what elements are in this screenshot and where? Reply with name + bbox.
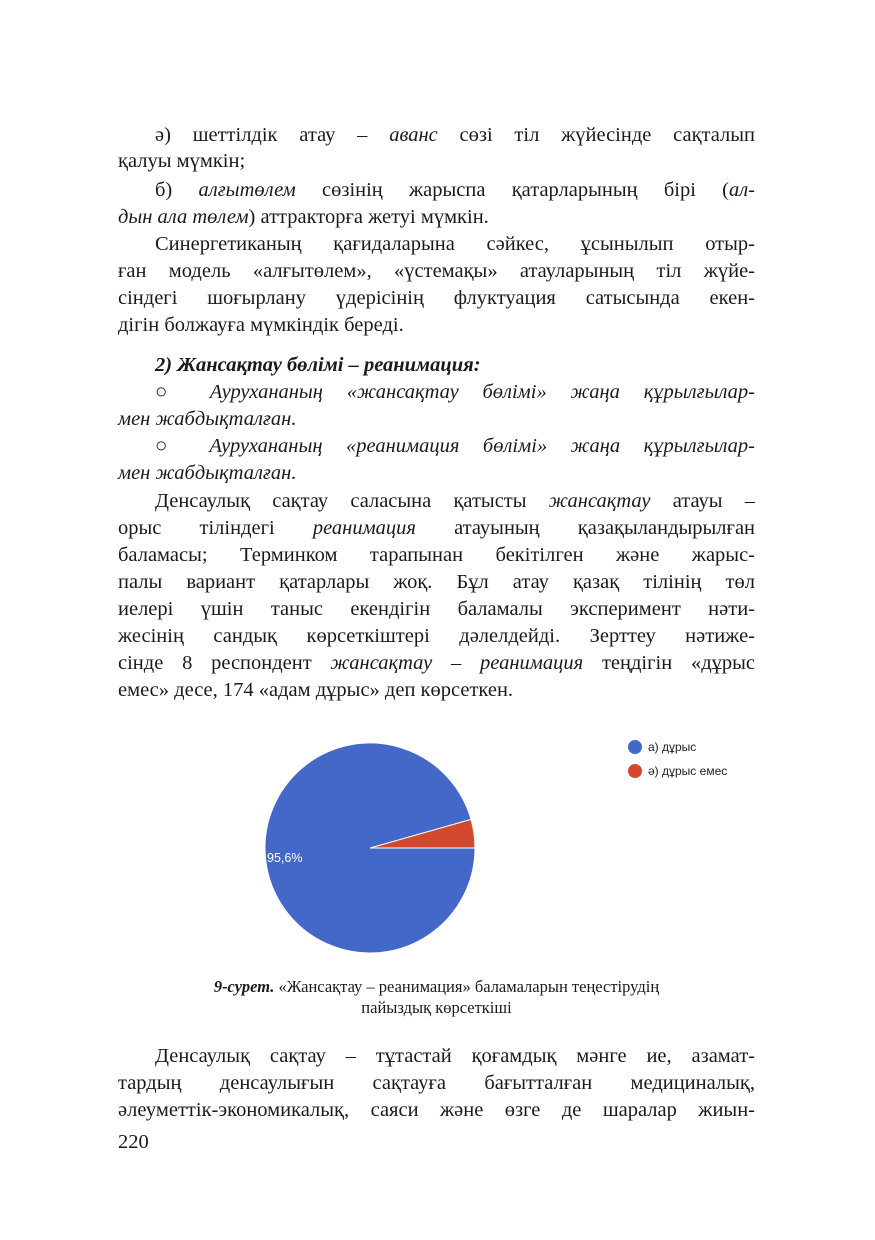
paragraph-line: сіндегі шоғырлану үдерісінің флуктуация сатысында екен- [118, 287, 755, 309]
paragraph-line: иелері үшін таныс екендігін баламалы эксперимент нәти- [118, 598, 755, 620]
paragraph-line: Денсаулық сақтау – тұтастай қоғамдық мәнге ие, азамат- [155, 1045, 755, 1067]
paragraph-line: ған модель «алғытөлем», «үстемақы» атауларының тіл жүйе- [118, 260, 755, 282]
page-number: 220 [118, 1131, 149, 1153]
legend-marker [628, 740, 642, 754]
paragraph-line: дын ала төлем) аттракторға жетуі мүмкін. [118, 206, 489, 228]
legend-marker [628, 764, 642, 778]
figure-caption: пайыздық көрсеткіші [361, 998, 512, 1017]
example-line: ○ Аурухананың «жансақтау бөлімі» жаңа құрылғылар- [155, 381, 755, 403]
paragraph-line: емес» десе, 174 «адам дұрыс» деп көрсеткен. [118, 679, 514, 701]
paragraph-line: Денсаулық сақтау саласына қатысты жансақтау атауы – [155, 490, 756, 512]
paragraph-line: баламасы; Терминком тарапынан бекітілген және жарыс- [118, 544, 755, 566]
example-line: ○ Аурухананың «реанимация бөлімі» жаңа құрылғылар- [155, 435, 755, 457]
pie-chart [240, 728, 780, 968]
paragraph-line: б) алғытөлем сөзінің жарыспа қатарларының бірі (ал- [155, 179, 755, 201]
pie-slices [265, 743, 475, 953]
chart-legend [628, 740, 727, 778]
paragraph-line: сінде 8 респондент жансақтау – реанимация теңдігін «дұрыс [118, 652, 756, 674]
paragraph-line: қалуы мүмкін; [118, 150, 246, 172]
paragraph-line: Синергетиканың қағидаларына сәйкес, ұсынылып отыр- [155, 233, 755, 255]
paragraph-line: дігін болжауға мүмкіндік береді. [118, 314, 404, 336]
paragraph-line: әлеуметтік-экономикалық, саяси және өзге де шаралар жиын- [118, 1099, 755, 1121]
slice-label: 95,6% [267, 851, 303, 865]
legend-label: а) дұрыс [648, 740, 697, 754]
section-heading: 2) Жансақтау бөлімі – реанимация: [155, 354, 481, 376]
legend-label: ә) дұрыс емес [648, 764, 728, 778]
example-line: мен жабдықталған. [118, 462, 297, 484]
paragraph-line: ә) шеттілдік атау – аванс сөзі тіл жүйесінде сақталып [155, 124, 756, 146]
paragraph-line: орыс тіліндегі реанимация атауының қазақыландырылған [118, 517, 756, 539]
paragraph-line: тардың денсаулығын сақтауға бағытталған медициналық, [118, 1072, 755, 1094]
example-line: мен жабдықталған. [118, 408, 297, 430]
paragraph-line: жесінің сандық көрсеткіштері дәлелдейді. Зерттеу нәтиже- [118, 625, 755, 647]
pie-slice [265, 743, 475, 953]
paragraph-line: палы вариант қатарлары жоқ. Бұл атау қазақ тілінің төл [118, 571, 755, 593]
figure-caption: 9-сурет. «Жансақтау – реанимация» баламаларын теңестірудің [213, 977, 660, 996]
